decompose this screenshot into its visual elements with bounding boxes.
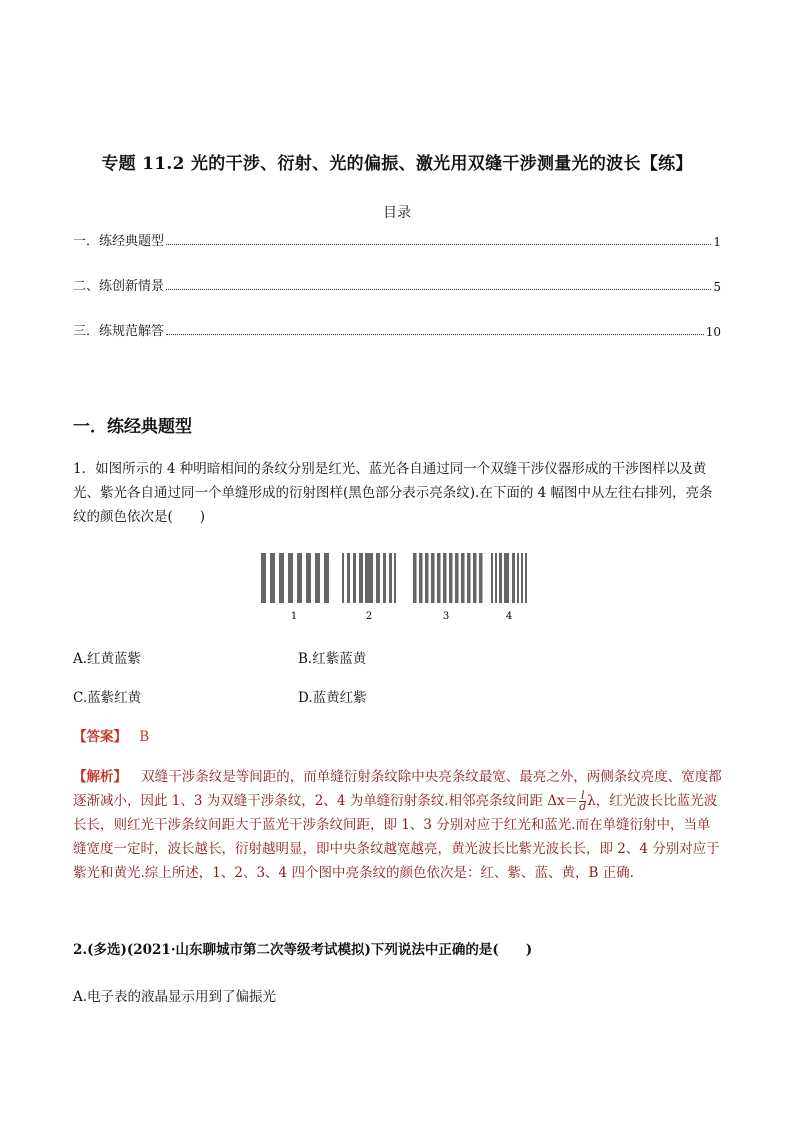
option-a[interactable]: A.红黄蓝紫: [73, 651, 142, 667]
fringe-bar-21: [437, 553, 441, 603]
figure-label-3: 3: [442, 611, 450, 622]
question-2-option-a[interactable]: A.电子表的液晶显示用到了偏振光: [73, 989, 277, 1005]
fringe-bar-33: [512, 553, 515, 603]
section-heading: 一．练经典题型: [73, 417, 192, 437]
toc-leader: [166, 244, 711, 245]
document-title: 专题 11.2 光的干涉、衍射、光的偏振、激光用双缝干涉测量光的波长【练】: [101, 154, 693, 174]
explain-part-2: λ，红光波长比蓝光波长长，则红光干涉条纹间距大于蓝光干涉条纹间距，即 1、3 分别对应于红光和蓝光.而在单缝衍射中，当单缝宽度一定时，波长越长，衍射越明显，即中央条纹越宽越亮，黄光波长比紫光波长长，即 2、4 分别对应于紫光和黄光.综上所述，1、2、3、4 四个图中亮条纹的颜色依次是：红、紫、蓝、黄，B 正确.: [73, 793, 720, 881]
fringe-bar-12: [365, 553, 373, 603]
fringe-bar-34: [517, 553, 519, 603]
fringe-figure: [255, 553, 545, 625]
answer-line: [73, 725, 149, 745]
option-d[interactable]: D.蓝黄红紫: [298, 690, 367, 706]
fringe-bar-4: [297, 553, 302, 603]
fringe-bar-29: [491, 553, 493, 603]
figure-label-4: 4: [505, 611, 513, 622]
toc-leader: [166, 334, 704, 335]
figure-label-1: 1: [290, 611, 298, 622]
toc-item-label: 二、练创新情景: [73, 279, 165, 294]
fringe-bar-2: [279, 553, 284, 603]
fringe-bar-27: [473, 553, 477, 603]
option-b[interactable]: B.红紫蓝黄: [298, 651, 367, 667]
fringe-bar-5: [306, 553, 311, 603]
toc-item-page: 1: [713, 235, 721, 249]
fringe-bar-10: [353, 553, 356, 603]
fringe-bar-35: [521, 553, 523, 603]
toc-item[interactable]: [73, 274, 721, 294]
fringe-bar-18: [419, 553, 423, 603]
toc-item-label: 一．练经典题型: [73, 234, 165, 249]
toc-heading: 目录: [383, 205, 411, 221]
fringe-bar-14: [383, 553, 386, 603]
fringe-bar-13: [376, 553, 380, 603]
fringe-bar-30: [495, 553, 497, 603]
fringe-bar-17: [413, 553, 417, 603]
fringe-bar-16: [394, 553, 396, 603]
option-c[interactable]: C.蓝紫红黄: [73, 690, 142, 706]
toc-item-label: 三．练规范解答: [73, 324, 165, 339]
toc-leader: [166, 289, 711, 290]
fringe-bar-0: [261, 553, 266, 603]
fringe-bar-31: [499, 553, 502, 603]
fringe-bar-25: [461, 553, 465, 603]
fraction-l-over-d: $\frac{l}{d}$: [579, 789, 587, 813]
fringe-bar-15: [389, 553, 392, 603]
fringe-bar-23: [449, 553, 453, 603]
answer-tag: 【答案】: [73, 729, 127, 745]
fringe-bar-1: [270, 553, 275, 603]
fringe-bar-22: [443, 553, 447, 603]
fringe-bar-36: [525, 553, 527, 603]
fringe-bar-19: [425, 553, 429, 603]
toc-item[interactable]: [73, 229, 721, 249]
question-1-text: 1．如图所示的 4 种明暗相间的条纹分别是红光、蓝光各自通过同一个双缝干涉仪器形成的干涉图样以及黄光、紫光各自通过同一个单缝形成的衍射图样(黑色部分表示亮条纹).在下面的 4 幅图中从左往右排列，亮条纹的颜色依次是( ): [73, 461, 713, 525]
fringe-bar-11: [359, 553, 363, 603]
toc-item[interactable]: [73, 319, 721, 339]
question-2-text: 2.(多选)(2021·山东聊城市第二次等级考试模拟)下列说法中正确的是( ): [73, 942, 533, 958]
fringe-bar-7: [324, 553, 329, 603]
figure-label-2: 2: [365, 611, 373, 622]
fringe-bar-9: [347, 553, 350, 603]
fringe-patterns: [261, 553, 527, 603]
explain-part-1: 双缝干涉条纹是等间距的，而单缝衍射条纹除中央亮条纹最宽、最亮之外，两侧条纹亮度、宽度都逐渐减小，因此 1、3 为双缝干涉条纹，2、4 为单缝衍射条纹.相邻亮条纹间距 Δx＝: [73, 769, 722, 809]
fringe-bar-24: [455, 553, 459, 603]
explanation: [73, 765, 723, 885]
fringe-bar-28: [479, 553, 483, 603]
fringe-bar-26: [467, 553, 471, 603]
fringe-bar-6: [315, 553, 320, 603]
fringe-bar-20: [431, 553, 435, 603]
fringe-bar-32: [504, 553, 509, 603]
answer-value: B: [139, 729, 150, 745]
fringe-bar-3: [288, 553, 293, 603]
explain-tag: 【解析】: [73, 769, 127, 785]
fringe-bar-8: [342, 553, 344, 603]
toc-item-page: 5: [713, 280, 721, 294]
toc-item-page: 10: [705, 325, 721, 339]
